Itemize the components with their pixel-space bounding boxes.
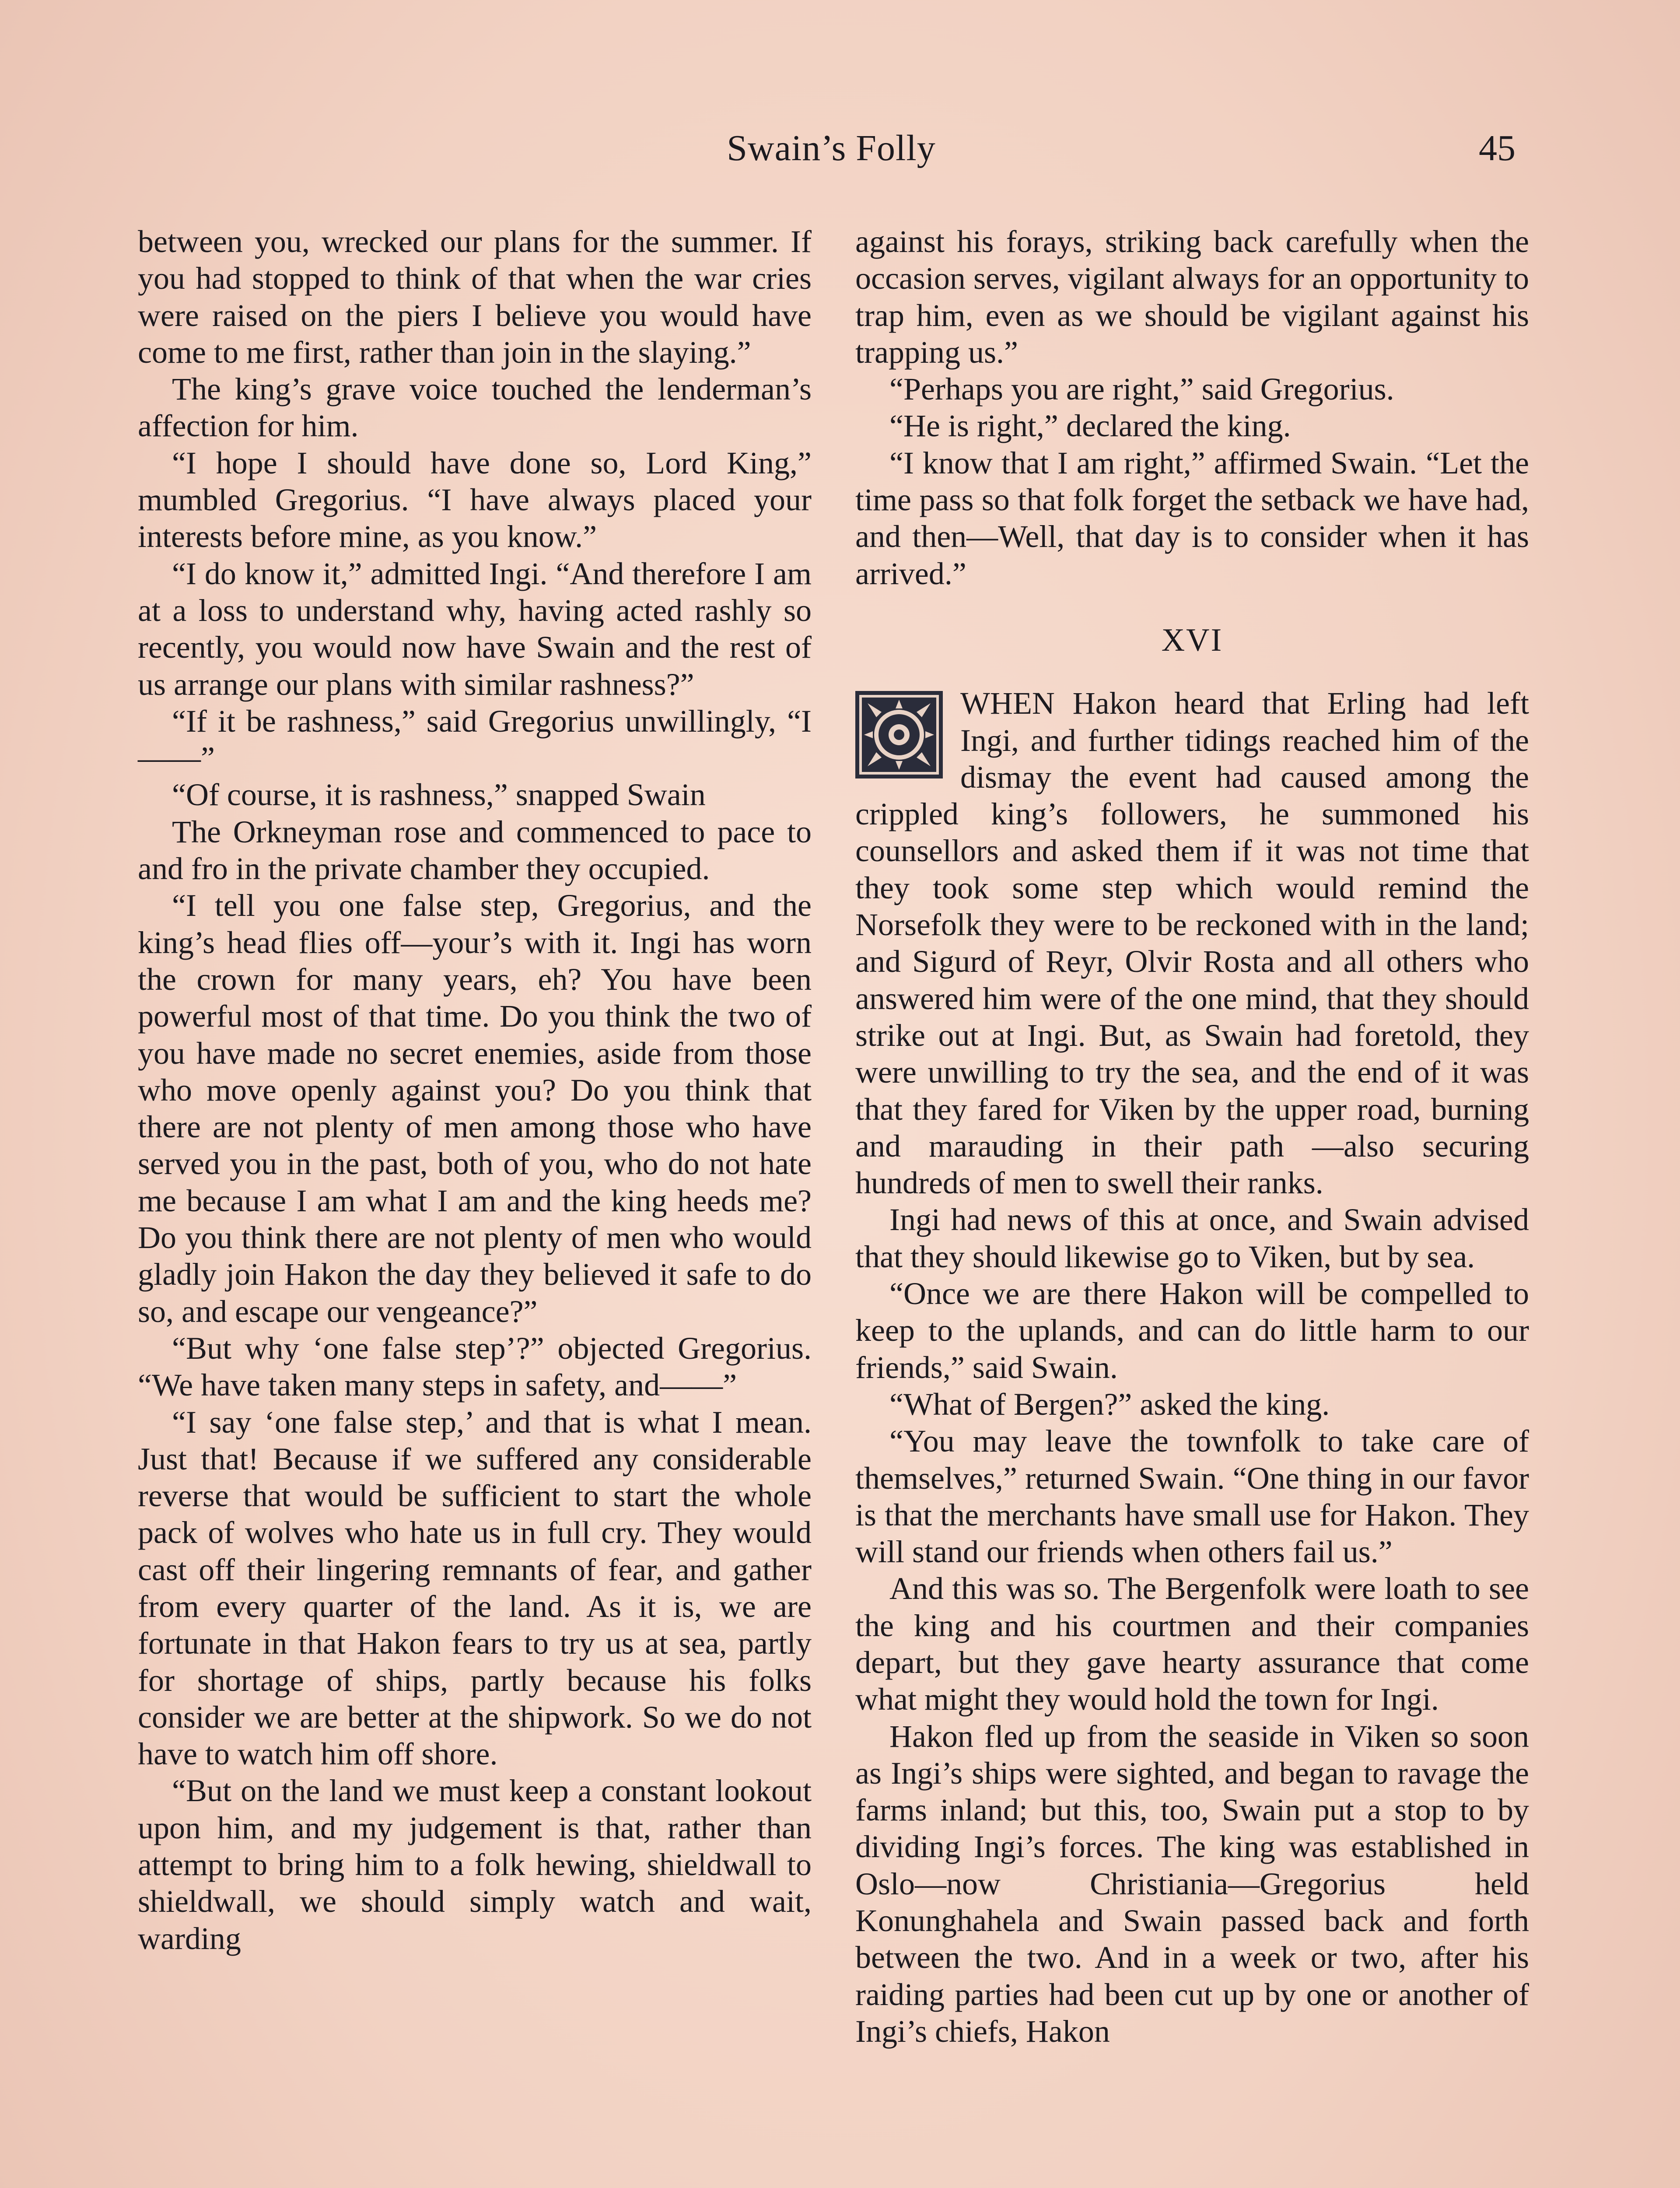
paragraph: against his forays, striking back carefully when the occasion serves, vigilant always for an opportunity to trap him, even as we should be vigilant against his trapping us.” <box>855 224 1529 370</box>
paragraph: WHEN Hakon heard that Erling had left Ingi, and further tidings reached him of the dismay the event had caused among the crippled king’s followers, he summoned his counsellors and asked them if it was not time that they took some step which would remind the Norsefolk they were to be reckoned with in the land; and Sigurd of Reyr, Olvir Rosta and all others who answered him were of the one mind, that they should strike out at Ingi. But, as Swain had foretold, they were unwilling to try the sea, and the end of it was that they fared for Viken by the upper road, burning and marauding in their path —also securing hundreds of men to swell their ranks. <box>855 686 1529 1201</box>
paragraph: “Once we are there Hakon will be compelled to keep to the uplands, and can do little harm to our friends,” said Swain. <box>855 1276 1529 1385</box>
paragraph: “Perhaps you are right,” said Gregorius. <box>889 372 1394 407</box>
paragraph: “I know that I am right,” affirmed Swain. “Let the time pass so that folk forget the setback we have had, and then—Well, that day is to consider when it has arrived.” <box>855 445 1529 591</box>
paragraph: “He is right,” declared the king. <box>889 408 1291 444</box>
paragraph: Hakon fled up from the seaside in Viken so soon as Ingi’s ships were sighted, and began to ravage the farms inland; but this, too, Swain put a stop to by dividing Ingi’s forces. The king was established in Oslo—now Christiania—Gregorius held Konunghahela and Swain passed back and forth between the two. And in a week or two, after his raiding parties had been cut up by one or another of Ingi’s chiefs, Hakon <box>855 1718 1529 2049</box>
paragraph: The Orkneyman rose and commenced to pace to and fro in the private chamber they occupied. <box>138 814 812 887</box>
chapter-opening <box>855 685 1529 1201</box>
paragraph: “I tell you one false step, Gregorius, and the king’s head flies off—your’s with it. Ingi has worn the crown for many years, eh? You have been powerful most of that time. Do you think the two of you have made no secret enemies, aside from those who move openly against you? Do you think that there are not plenty of men among those who have served you in the past, both of you, who do not hate me because I am what I am and the king heeds me? Do you think there are not plenty of men who would gladly join Hakon the day they believed it safe to do so, and escape our vengeance?” <box>138 888 812 1329</box>
paragraph: The king’s grave voice touched the lenderman’s affection for him. <box>138 372 812 444</box>
paragraph: “If it be rashness,” said Gregorius unwillingly, “I——” <box>138 703 812 776</box>
paragraph: “I do know it,” admitted Ingi. “And therefore I am at a loss to understand why, having acted rashly so recently, you would now have Swain and the rest of us arrange our plans with similar rashness?” <box>138 556 812 702</box>
paragraph: “I hope I should have done so, Lord King,” mumbled Gregorius. “I have always placed your interests before mine, as you know.” <box>138 445 812 554</box>
paragraph: between you, wrecked our plans for the summer. If you had stopped to think of that when the war cries were raised on the piers I believe you would have come to me first, rather than join in the slaying.” <box>138 224 812 370</box>
paragraph: “You may leave the townfolk to take care of themselves,” returned Swain. “One thing in our favor is that the merchants have small use for Hakon. They will stand our friends when others fail us.” <box>855 1424 1529 1570</box>
right-column <box>855 223 1529 2050</box>
ornament-icon <box>855 691 943 778</box>
chapter-heading: XVI <box>1161 622 1223 658</box>
paragraph: “I say ‘one false step,’ and that is what I mean. Just that! Because if we suffered any considerable reverse that would be sufficient to start the whole pack of wolves who hate us in full cry. They would cast off their lingering remnants of fear, and gather from every quarter of the land. As it is, we are fortunate in that Hakon fears to try us at sea, partly for shortage of ships, partly because his folks consider we are better at the shipwork. So we do not have to watch him off shore. <box>138 1404 812 1772</box>
running-head-title: Swain’s Folly <box>727 128 936 168</box>
paragraph: “What of Bergen?” asked the king. <box>889 1386 1330 1422</box>
page-number: 45 <box>1479 128 1516 168</box>
paragraph: Ingi had news of this at once, and Swain advised that they should likewise go to Viken, but by sea. <box>855 1202 1529 1274</box>
paragraph: And this was so. The Bergenfolk were loath to see the king and his courtmen and their companies depart, but they gave hearty assurance that come what might they would hold the town for Ingi. <box>855 1571 1529 1717</box>
paragraph: “Of course, it is rashness,” snapped Swain <box>172 777 706 813</box>
paragraph: “But on the land we must keep a constant lookout upon him, and my judgement is that, rather than attempt to bring him to a folk hewing, shieldwall to shieldwall, we should simply watch and wait, warding <box>138 1773 812 1956</box>
paragraph: “But why ‘one false step’?” objected Gregorius. “We have taken many steps in safety, and——” <box>138 1330 812 1403</box>
left-column <box>138 223 812 1957</box>
